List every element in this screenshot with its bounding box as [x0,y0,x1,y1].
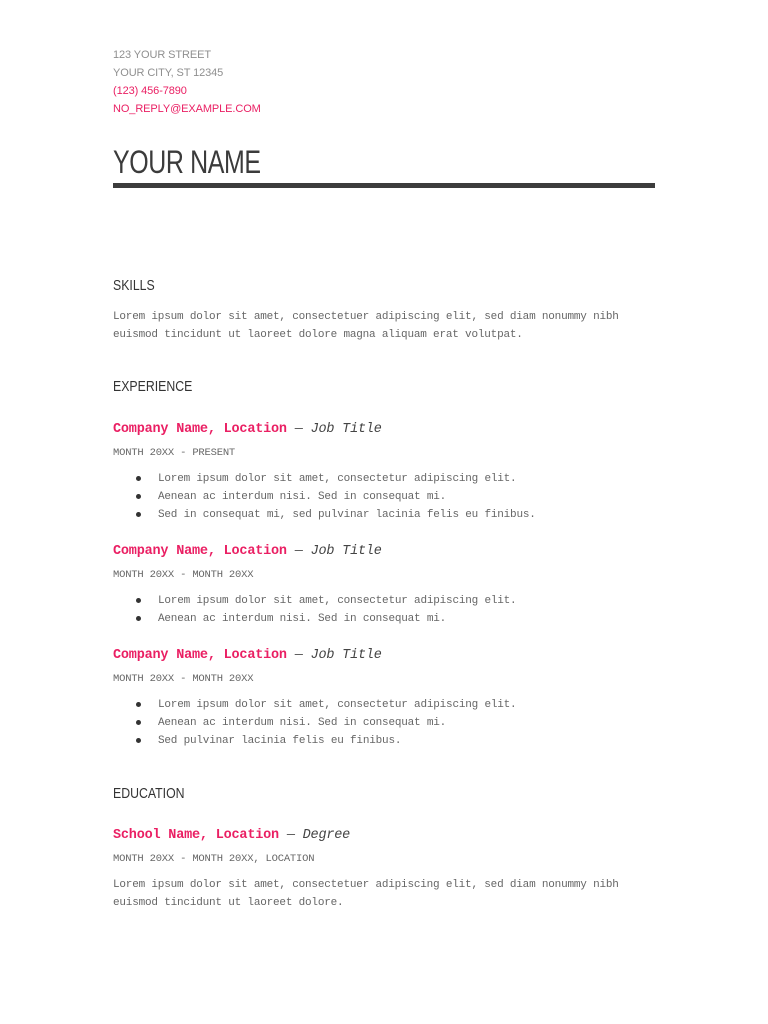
list-item [113,714,516,732]
education-line: euismod tincidunt ut laoreet dolore. [113,897,344,909]
contact-street: 123 YOUR STREET [113,49,211,61]
bullet-icon [136,738,141,743]
job-dates: MONTH 20XX - PRESENT [113,447,236,459]
skills-line: euismod tincidunt ut laoreet dolore magna aliquam erat volutpat. [113,329,523,341]
list-item [113,506,536,524]
job-title: Job Title [310,422,382,437]
bullet-text: Lorem ipsum dolor sit amet, consectetur adipiscing elit. [158,699,517,711]
list-item [113,470,536,488]
bullet-text: Sed in consequat mi, sed pulvinar lacinia felis eu finibus. [158,509,536,521]
job-dates: MONTH 20XX - MONTH 20XX [113,569,254,581]
job-dash: — [286,648,311,663]
bullet-icon [136,512,141,517]
bullet-text: Aenean ac interdum nisi. Sed in consequat mi. [158,491,447,503]
resume-name: YOUR NAME [113,144,261,180]
contact-city: YOUR CITY, ST 12345 [113,67,224,79]
bullet-text: Lorem ipsum dolor sit amet, consectetur adipiscing elit. [158,595,517,607]
job-company: Company Name, Location [113,648,287,663]
education-line: Lorem ipsum dolor sit amet, consectetuer adipiscing elit, sed diam nonummy nibh [113,879,619,891]
bullet-icon [136,720,141,725]
job-title: Job Title [310,648,382,663]
education-text [113,876,655,912]
bullet-text: Aenean ac interdum nisi. Sed in consequat mi. [158,613,447,625]
name-divider [113,183,655,188]
school-dash: — [278,828,303,843]
list-item [113,696,516,714]
school-degree: Degree [302,828,351,843]
bullet-icon [136,476,141,481]
school-name: School Name, Location [113,828,279,843]
bullet-icon [136,598,141,603]
list-item [113,732,516,750]
list-item [113,592,516,610]
job-bullet-list [113,696,516,750]
job-title: Job Title [310,544,382,559]
skills-heading: SKILLS [113,277,155,294]
bullet-icon [136,702,141,707]
bullet-text: Sed pulvinar lacinia felis eu finibus. [158,735,402,747]
job-company: Company Name, Location [113,422,287,437]
bullet-text: Lorem ipsum dolor sit amet, consectetur adipiscing elit. [158,473,517,485]
education-school-heading [113,826,350,846]
education-dates: MONTH 20XX - MONTH 20XX, LOCATION [113,853,315,865]
bullet-text: Aenean ac interdum nisi. Sed in consequat mi. [158,717,447,729]
skills-text [113,308,655,344]
job-heading [113,542,382,562]
contact-phone[interactable]: (123) 456-7890 [113,85,187,97]
bullet-icon [136,494,141,499]
contact-email[interactable]: NO_REPLY@EXAMPLE.COM [113,103,261,115]
experience-heading: EXPERIENCE [113,378,193,395]
skills-line: Lorem ipsum dolor sit amet, consectetuer adipiscing elit, sed diam nonummy nibh [113,311,619,323]
list-item [113,610,516,628]
job-dash: — [286,422,311,437]
job-heading [113,646,382,666]
bullet-icon [136,616,141,621]
contact-block [113,46,261,118]
education-heading: EDUCATION [113,785,185,802]
job-dash: — [286,544,311,559]
job-heading [113,420,382,440]
job-bullet-list [113,470,536,524]
job-dates: MONTH 20XX - MONTH 20XX [113,673,254,685]
job-bullet-list [113,592,516,628]
list-item [113,488,536,506]
job-company: Company Name, Location [113,544,287,559]
